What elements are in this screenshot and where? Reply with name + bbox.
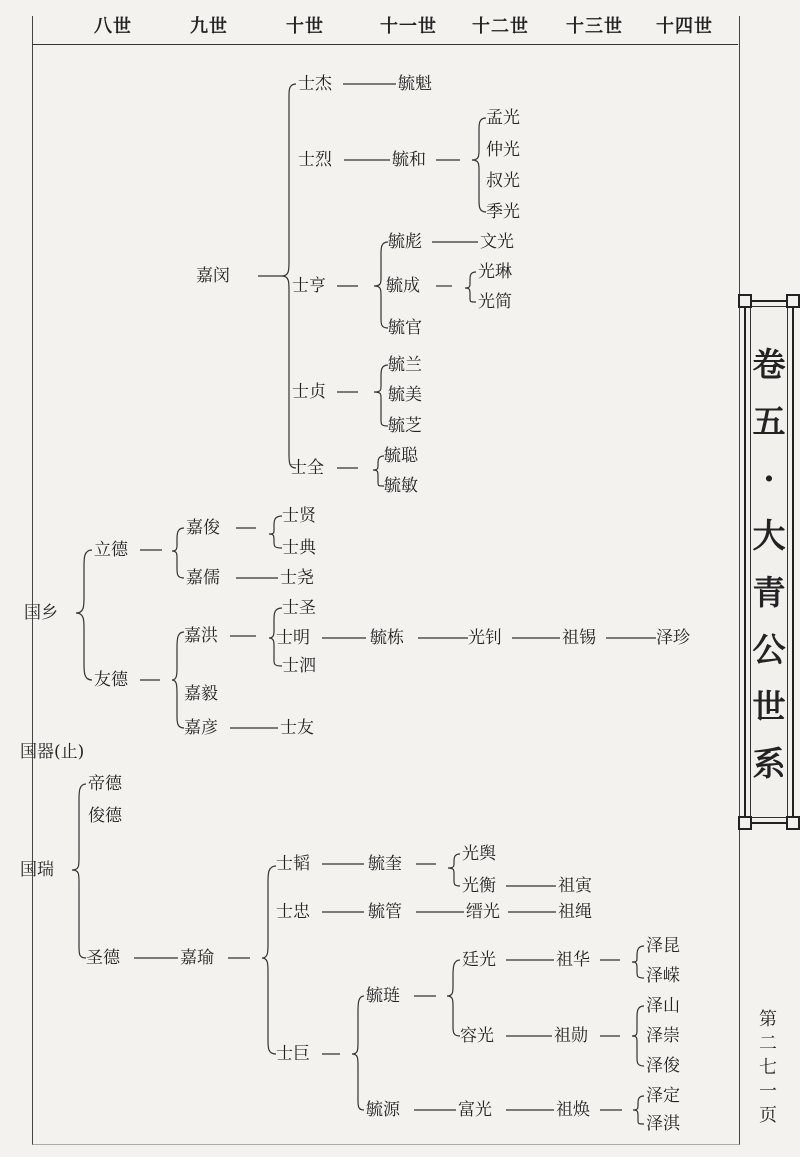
- person-zeqi: 泽淇: [646, 1114, 680, 1134]
- person-liucong: 毓聪: [384, 446, 418, 466]
- person-shixian: 士贤: [282, 506, 316, 526]
- person-guangyu: 光舆: [462, 844, 496, 864]
- person-tingguang: 廷光: [462, 950, 496, 970]
- person-guorui: 国瑞: [20, 860, 54, 880]
- person-shiquan: 士全: [290, 458, 324, 478]
- person-liuzhi: 毓芝: [388, 416, 422, 436]
- person-zezhen: 泽珍: [656, 628, 690, 648]
- person-liudong: 毓栋: [370, 628, 404, 648]
- person-jiamin: 嘉闵: [196, 266, 230, 286]
- page-number: 第 二 七 一 页: [759, 1009, 777, 1126]
- person-zuxi: 祖锡: [562, 628, 596, 648]
- person-liukui: 毓魁: [398, 74, 432, 94]
- person-shijie: 士杰: [298, 74, 332, 94]
- person-liumin: 毓敏: [384, 476, 418, 496]
- person-liubiao: 毓彪: [388, 232, 422, 252]
- person-jiayan: 嘉彦: [184, 718, 218, 738]
- corner-ornament: [786, 294, 800, 308]
- person-youde: 友德: [94, 670, 128, 690]
- person-liulan: 毓兰: [388, 355, 422, 375]
- corner-ornament: [738, 816, 752, 830]
- corner-ornament: [738, 294, 752, 308]
- person-shiming: 士明: [276, 628, 310, 648]
- person-mengguang: 孟光: [486, 108, 520, 128]
- volume-side-panel: [744, 300, 794, 824]
- person-zeding: 泽定: [646, 1086, 680, 1106]
- person-jiajun: 嘉俊: [186, 518, 220, 538]
- person-shiju: 士巨: [276, 1044, 310, 1064]
- person-liucheng: 毓成: [386, 276, 420, 296]
- person-shisi: 士泗: [282, 656, 316, 676]
- person-zusheng: 祖绳: [558, 902, 592, 922]
- person-zejun: 泽俊: [646, 1056, 680, 1076]
- person-liuyuan: 毓源: [366, 1100, 400, 1120]
- person-liulian: 毓琏: [366, 986, 400, 1006]
- person-fuguang: 富光: [458, 1100, 492, 1120]
- person-jinguang: 缙光: [466, 902, 500, 922]
- person-zekun: 泽昆: [646, 936, 680, 956]
- person-shitao: 士韬: [276, 854, 310, 874]
- person-liuguan: 毓官: [388, 318, 422, 338]
- person-guangzhao: 光钊: [468, 628, 502, 648]
- person-guoxiang: 国乡: [24, 603, 58, 623]
- person-shidian: 士典: [282, 538, 316, 558]
- person-zhongguang: 仲光: [486, 140, 520, 160]
- person-shilie: 士烈: [298, 150, 332, 170]
- person-guoqi: 国器(止): [20, 742, 85, 762]
- generation-header-14: 十四世: [656, 16, 713, 37]
- corner-ornament: [786, 816, 800, 830]
- person-liumei: 毓美: [388, 385, 422, 405]
- generation-header-11: 十一世: [380, 16, 437, 37]
- person-shiyao: 士尧: [280, 568, 314, 588]
- person-jiahong: 嘉洪: [184, 626, 218, 646]
- person-shuguang: 叔光: [486, 171, 520, 191]
- person-shizhong: 士忠: [276, 902, 310, 922]
- person-shengde: 圣德: [86, 948, 120, 968]
- generation-header-8: 八世: [94, 16, 132, 37]
- person-guangheng: 光衡: [462, 876, 496, 896]
- person-shizhen: 士贞: [292, 382, 326, 402]
- person-lide: 立德: [94, 540, 128, 560]
- person-shiheng: 士亨: [292, 276, 326, 296]
- person-jiaru: 嘉儒: [186, 568, 220, 588]
- person-junde: 俊德: [88, 806, 122, 826]
- person-shiyou: 士友: [280, 718, 314, 738]
- person-guanglin: 光琳: [478, 262, 512, 282]
- person-zerong: 泽嵘: [646, 966, 680, 986]
- person-liuguan2: 毓管: [368, 902, 402, 922]
- volume-title: 卷 五 · 大 青 公 世 系: [752, 345, 786, 783]
- person-jiayi: 嘉毅: [184, 684, 218, 704]
- person-zuyin: 祖寅: [558, 876, 592, 896]
- person-zuhuan: 祖焕: [556, 1100, 590, 1120]
- person-zuhua: 祖华: [556, 950, 590, 970]
- generation-header-12: 十二世: [472, 16, 529, 37]
- person-zuxun: 祖勋: [554, 1026, 588, 1046]
- person-shisheng: 士圣: [282, 598, 316, 618]
- person-zechong: 泽崇: [646, 1026, 680, 1046]
- person-jiguang: 季光: [486, 202, 520, 222]
- generation-header-13: 十三世: [566, 16, 623, 37]
- person-liukui2: 毓奎: [368, 854, 402, 874]
- person-rongguang: 容光: [460, 1026, 494, 1046]
- generation-header-10: 十世: [286, 16, 324, 37]
- person-wenguang: 文光: [480, 232, 514, 252]
- person-dide: 帝德: [88, 774, 122, 794]
- person-jiayu: 嘉瑜: [180, 948, 214, 968]
- person-zeshan: 泽山: [646, 996, 680, 1016]
- person-liuhe: 毓和: [392, 150, 426, 170]
- person-guangjian: 光简: [478, 292, 512, 312]
- generation-header-9: 九世: [190, 16, 228, 37]
